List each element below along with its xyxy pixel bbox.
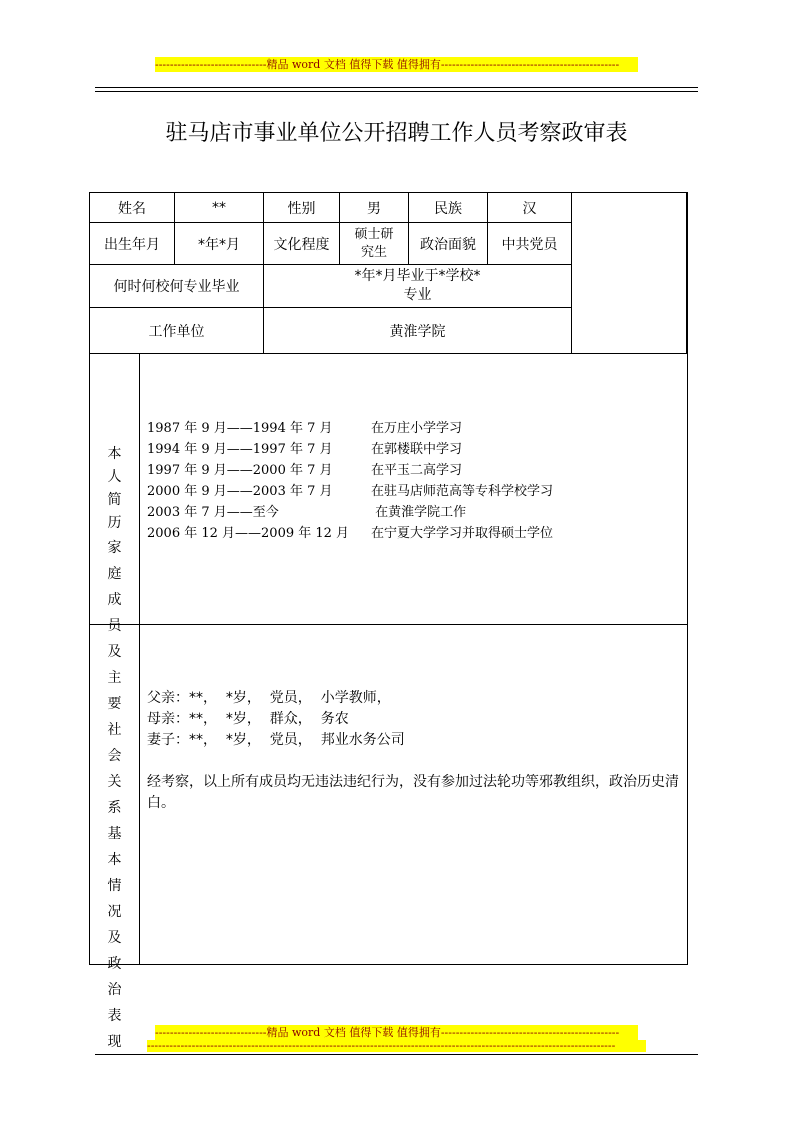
resume-entry: 2003 年 7 月——至今 在黄淮学院工作: [147, 505, 467, 520]
family-member-father: 父亲：**， *岁， 党员， 小学教师，: [147, 690, 391, 706]
header-banner: ------------------------------精品 word 文档 值得下载 值得拥有------------------------------------------------: [155, 57, 638, 72]
family-member-mother: 母亲：**， *岁， 群众， 务农: [147, 711, 349, 727]
footer-rule: [95, 1054, 698, 1055]
family-political-note: 经考察，以上所有成员均无违法违纪行为，没有参加过法轮功等邪教组织，政治历史清白。: [147, 774, 679, 811]
footer-banner-dashes: ------------------------------------------------------------------------------------------------------------------------------: [147, 1040, 646, 1052]
education-label: 文化程度: [264, 223, 340, 265]
graduation-label: 何时何校何专业毕业: [90, 265, 264, 308]
gender-value: 男: [340, 193, 409, 223]
photo-cell: [572, 193, 687, 354]
birth-label: 出生年月: [90, 223, 175, 265]
ethnicity-label: 民族: [409, 193, 488, 223]
header-rule-top: [95, 87, 698, 88]
political-value: 中共党员: [488, 223, 572, 265]
education-value: 硕士研究生: [340, 223, 409, 265]
name-value: **: [175, 193, 264, 223]
resume-entry: 1987 年 9 月——1994 年 7 月 在万庄小学学习: [147, 421, 463, 436]
workplace-label: 工作单位: [90, 308, 264, 354]
resume-list: [147, 418, 553, 544]
graduation-value: *年*月毕业于*学校*专业: [264, 265, 572, 308]
footer-banner: ------------------------------精品 word 文档 值得下载 值得拥有------------------------------------------------: [155, 1025, 638, 1040]
family-member-wife: 妻子：**， *岁， 党员， 邦业水务公司: [147, 732, 405, 748]
resume-entry: 2006 年 12 月——2009 年 12 月 在宁夏大学学习并取得硕士学位: [147, 526, 554, 541]
name-label: 姓名: [90, 193, 175, 223]
resume-entry: 1997 年 9 月——2000 年 7 月 在平玉二高学习: [147, 463, 463, 478]
ethnicity-value: 汉: [488, 193, 572, 223]
workplace-value: 黄淮学院: [264, 308, 572, 354]
resume-entry: 1994 年 9 月——1997 年 7 月 在郭楼联中学习: [147, 442, 463, 457]
political-label: 政治面貌: [409, 223, 488, 265]
gender-label: 性别: [264, 193, 340, 223]
resume-label: 本人简历: [90, 354, 140, 625]
resume-entry: 2000 年 9 月——2003 年 7 月 在驻马店师范高等专科学校学习: [147, 484, 554, 499]
page-title: 驻马店市事业单位公开招聘工作人员考察政审表: [165, 121, 628, 146]
birth-value: *年*月: [175, 223, 264, 265]
header-rule-bottom: [95, 91, 698, 92]
family-content: [147, 688, 682, 814]
family-label: 家庭成员及主要社会关系基本情况及政治表现: [90, 625, 140, 964]
